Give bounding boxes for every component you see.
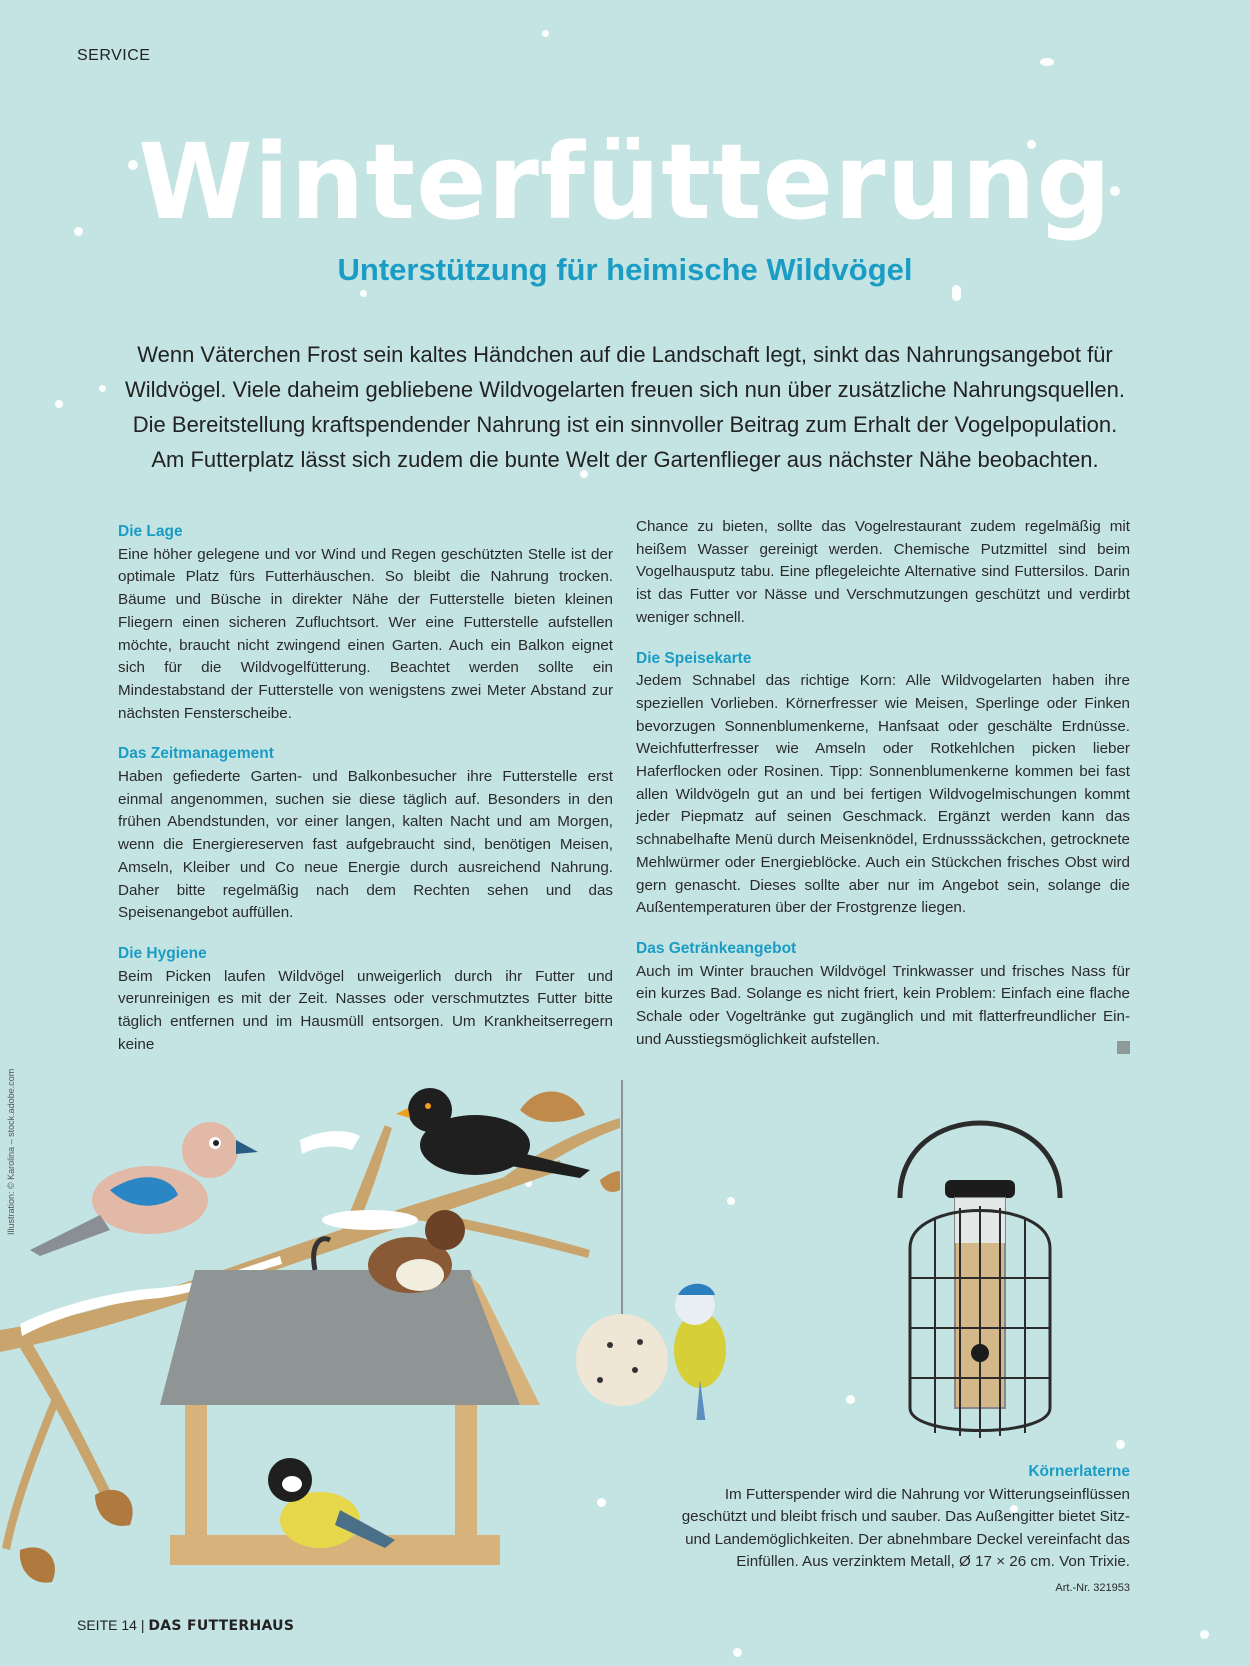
section-title-getraenk: Das Getränkeangebot (636, 939, 797, 957)
section-text-speise: Jedem Schnabel das richtige Korn: Alle Wildvogelarten haben ihre speziellen Vorlieben. Körnerfresser wie Meisen, Sperlinge oder Finken bevorzugen Sonnenblumenkerne, Hanfsaat oder geschälte Erdnüsse. Weichfutterfresser wie Amseln oder Rotkehlchen picken lieber Haferflocken oder Rosinen. Tipp: Sonnenblumenkerne kommen bei fast allen Wildvögeln gut an und bei fertigen Wildvogelmischungen kommt jeder Piepmatz auf seinen Geschmack. Ergänzt werden kann das schnabelhafte Menü durch Meisenknödel, Erdnusssäckchen, getrocknete Mehlwürmer oder Energieblöcke. Auch ein Stückchen frisches Obst wird gern genascht. Dieses sollte aber nur im Angebot sein, solange die Außentemperaturen über der Frostgrenze liegen. (636, 672, 1130, 917)
product-description: Im Futterspender wird die Nahrung vor Witterungseinflüssen geschützt und bleibt frisch und sauber. Das Außengitter bietet Sitz- und Landemöglichkeiten. Der abnehmbare Deckel vereinfacht das Einfüllen. Aus verzinktem Metall, Ø 17 × 26 cm. Von Trixie. (681, 1485, 1130, 1570)
article-column-right (636, 516, 1130, 1069)
section-title-lage: Die Lage (118, 523, 183, 540)
section-title-speise: Die Speisekarte (636, 649, 752, 667)
section-title-zeit: Das Zeitmanagement (118, 745, 274, 763)
section-text-zeit: Haben gefiederte Garten- und Balkonbesucher ihre Futterstelle erst einmal angenommen, suchen sie diese täglich auf. Besonders in den frühen Abendstunden, vor einer langen, kalten Nacht und am Morgen, wenn die Energiereserven fast aufgebraucht sind, benötigen Meisen, Amseln, Kleiber und Co neue Energie durch ausreichend Nahrung. Daher bitte regelmäßig nach dem Rechten sehen und das Speisenangebot auffüllen. (118, 768, 613, 922)
page-title: Winterfütterung (137, 121, 1112, 243)
intro-paragraph: Wenn Väterchen Frost sein kaltes Händchen auf die Landschaft legt, sinkt das Nahrungsangebot für Wildvögel. Viele daheim gebliebene Wildvogelarten freuen sich nun über zusätzliche Nahrungsquellen. Die Bereitstellung kraftspendender Nahrung ist ein sinnvoller Beitrag zum Erhalt der Vogelpopulation. Am Futterplatz lässt sich zudem die bunte Welt der Gartenflieger aus nächster Nähe beobachten. (125, 342, 1125, 472)
article-column-left (118, 521, 613, 1074)
footer-separator: | (140, 1617, 145, 1633)
section-text-getraenk: Auch im Winter brauchen Wildvögel Trinkwasser und frisches Nass für ein kurzes Bad. Solange es nicht friert, kein Problem: Einfach eine flache Schale oder Vogeltränke gut zugänglich und mit flatterfreundlicher Ein- und Ausstiegsmöglichkeit aufstellen. (636, 962, 1130, 1048)
birds-on-branch-illustration (0, 1070, 620, 1610)
section-title-hygiene: Die Hygiene (118, 944, 207, 962)
suet-ball-and-blue-tit-illustration (560, 1080, 740, 1420)
seed-feeder-image (880, 1078, 1080, 1448)
product-caption (660, 1461, 1130, 1599)
illustration-credit: Illustration: © Karolina – stock.adobe.com (6, 1068, 16, 1235)
product-title: Körnerlaterne (1028, 1463, 1130, 1480)
section-text-hygiene: Beim Picken laufen Wildvögel unweigerlich durch ihr Futter und verunreinigen es mit der Zeit. Nasses oder verschmutztes Futter bitte täglich entfernen und im Hausmüll entsorgen. Um Krankheitserregern keine (118, 967, 613, 1053)
page-number: SEITE 14 (77, 1617, 137, 1633)
article-end-mark (1117, 1041, 1130, 1054)
product-article-number: Art.-Nr. 321953 (1055, 1581, 1130, 1594)
section-text-hygiene-continued: Chance zu bieten, sollte das Vogelrestaurant zudem regelmäßig mit heißem Wasser gereinigt werden. Chemische Putzmittel sind beim Vogelhausputz tabu. Eine pflegeleichte Alternative sind Futtersilos. Darin ist das Futter vor Nässe und Verschmutzungen geschützt und verdirbt weniger schnell. (636, 518, 1130, 626)
section-label: SERVICE (77, 47, 151, 64)
brand-name: DAS FUTTERHAUS (148, 1618, 295, 1634)
page-footer (77, 1617, 294, 1634)
section-text-lage: Eine höher gelegene und vor Wind und Regen geschützten Stelle ist der optimale Platz fürs Futterhäuschen. So bleibt die Nahrung trocken. Bäume und Büsche in direkter Nähe der Futterstelle bieten kleinen Fliegern einen sicheren Zufluchtsort. Wer eine Futterstelle aufstellen möchte, braucht nicht zwingend einen Garten. Auch ein Balkon eignet sich für die Wildvogelfütterung. Beachtet werden sollte ein Mindestabstand der Futterstelle von wenigstens zwei Meter Abstand zur nächsten Fensterscheibe. (118, 545, 613, 722)
page-subtitle: Unterstützung für heimische Wildvögel (337, 252, 913, 287)
